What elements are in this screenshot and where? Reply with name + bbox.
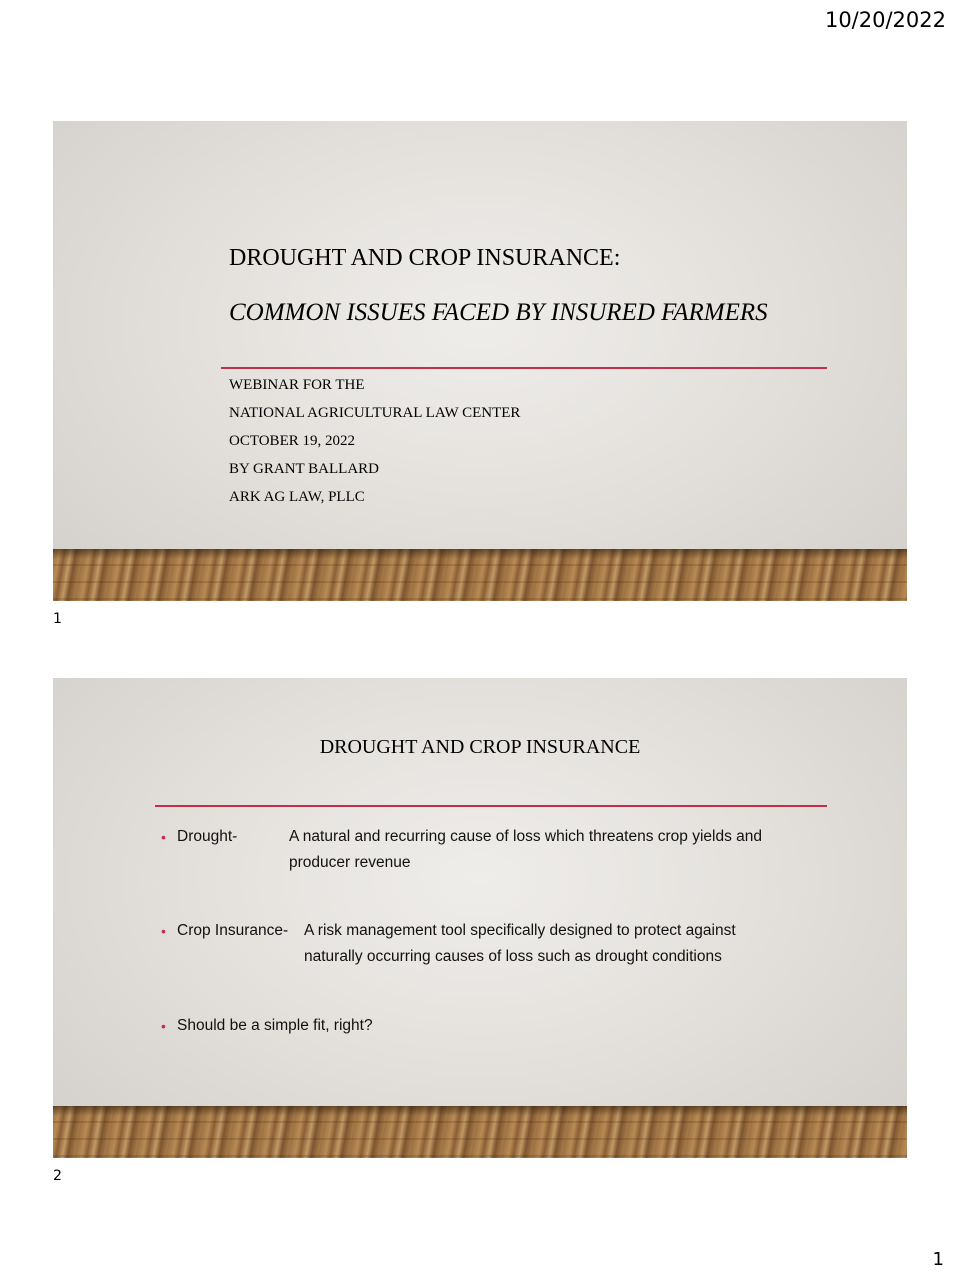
page-number: 1 [932, 1249, 944, 1270]
page-date: 10/20/2022 [824, 8, 946, 32]
bullet-term: Should be a simple fit, right? [177, 1017, 373, 1034]
slide-title: DROUGHT AND CROP INSURANCE [319, 736, 641, 758]
slide-title: DROUGHT AND CROP INSURANCE: [229, 245, 621, 271]
bullet-desc-line: A natural and recurring cause of loss which threatens crop yields and [289, 828, 763, 845]
slide-2 [53, 678, 907, 1158]
info-line: OCTOBER 19, 2022 [229, 433, 355, 449]
wood-floor-image [53, 549, 907, 601]
bullet-term: Drought- [177, 828, 238, 845]
bullet-desc-line: naturally occurring causes of loss such as drought conditions [304, 948, 722, 965]
red-divider [155, 805, 827, 807]
bullet-dot: • [161, 829, 166, 845]
slide-number: 2 [53, 1168, 62, 1184]
bullet-dot: • [161, 923, 166, 939]
presentation-info [229, 375, 520, 515]
bullet-desc-line: producer revenue [289, 854, 411, 871]
bullet-desc-line: A risk management tool specifically designed to protect against [304, 922, 736, 939]
info-line: ARK AG LAW, PLLC [229, 489, 365, 505]
bullet-dot: • [161, 1018, 166, 1034]
info-line: BY GRANT BALLARD [229, 461, 380, 477]
red-divider [221, 367, 827, 369]
wood-floor-image [53, 1106, 907, 1158]
info-line: NATIONAL AGRICULTURAL LAW CENTER [229, 405, 521, 421]
slide-1 [53, 121, 907, 601]
info-line: WEBINAR FOR THE [229, 377, 365, 393]
slide-subtitle: COMMON ISSUES FACED BY INSURED FARMERS [229, 299, 768, 326]
slide-number: 1 [53, 611, 62, 627]
bullet-term: Crop Insurance- [177, 922, 289, 939]
